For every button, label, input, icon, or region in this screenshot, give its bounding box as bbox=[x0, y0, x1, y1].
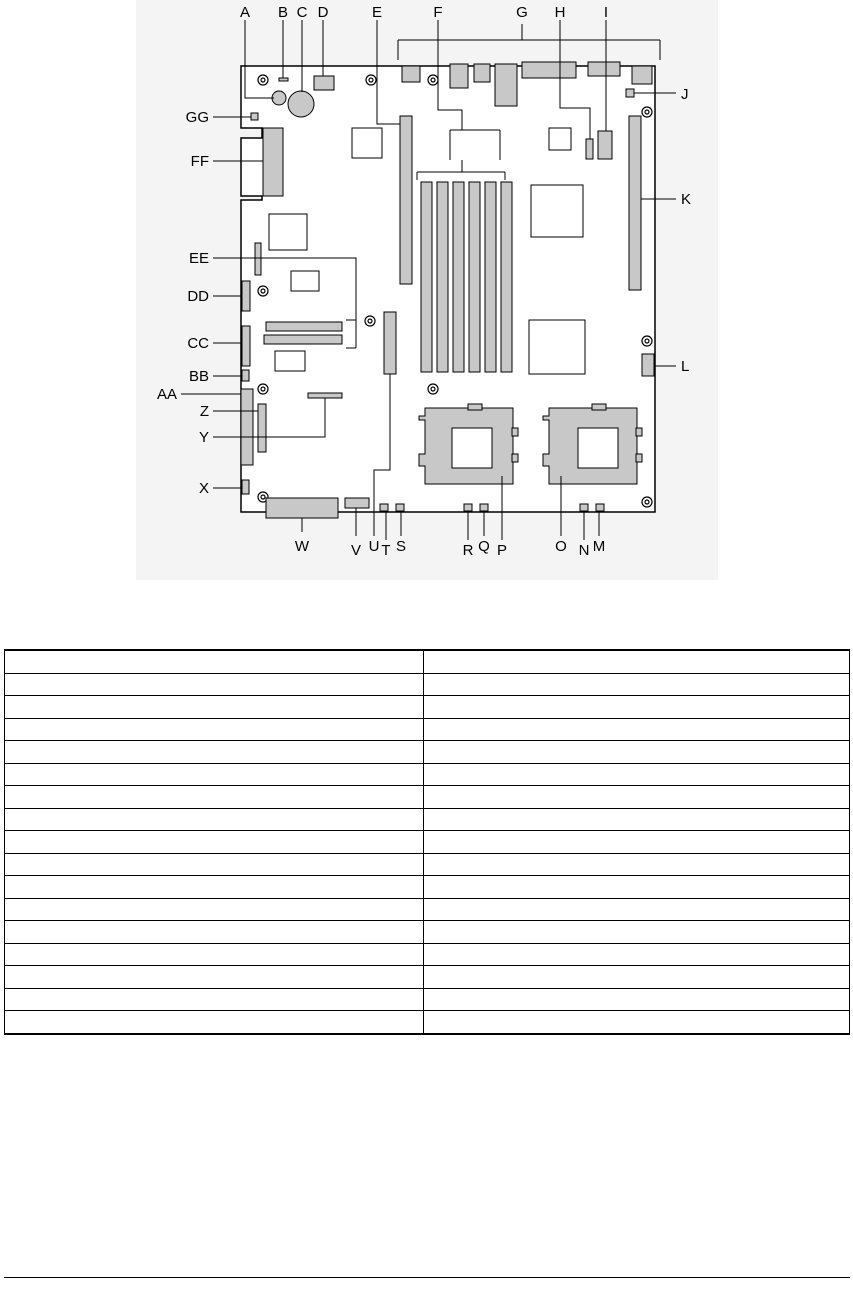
label-dd: DD bbox=[187, 288, 209, 305]
label-aa: AA bbox=[156, 386, 177, 403]
label-gg: GG bbox=[185, 109, 209, 126]
label-i: I bbox=[603, 4, 609, 21]
table-cell-label bbox=[5, 988, 424, 1011]
table-cell-label bbox=[5, 763, 424, 786]
table-cell-description bbox=[424, 718, 850, 741]
table-row bbox=[5, 988, 850, 1011]
label-w: W bbox=[294, 538, 310, 555]
table-cell-description bbox=[424, 808, 850, 831]
table-cell-label bbox=[5, 921, 424, 944]
table-row bbox=[5, 898, 850, 921]
label-x: X bbox=[198, 480, 209, 497]
label-d: D bbox=[317, 4, 329, 21]
label-y: Y bbox=[198, 429, 209, 446]
table-cell-label bbox=[5, 808, 424, 831]
label-s: S bbox=[395, 538, 407, 555]
label-cc: CC bbox=[187, 335, 209, 352]
table-row bbox=[5, 763, 850, 786]
label-q: Q bbox=[478, 538, 490, 555]
table-row bbox=[5, 921, 850, 944]
legend-table-body bbox=[5, 650, 850, 1034]
label-e: E bbox=[371, 4, 383, 21]
table-row bbox=[5, 673, 850, 696]
table-cell-description bbox=[424, 1011, 850, 1034]
label-h: H bbox=[554, 4, 566, 21]
label-a: A bbox=[239, 4, 251, 21]
label-l: L bbox=[681, 358, 690, 375]
table-cell-label bbox=[5, 876, 424, 899]
table-row bbox=[5, 650, 850, 673]
table-row bbox=[5, 966, 850, 989]
label-r: R bbox=[462, 542, 474, 559]
label-bb: BB bbox=[188, 368, 209, 385]
table-cell-description bbox=[424, 696, 850, 719]
table-cell-label bbox=[5, 673, 424, 696]
table-row bbox=[5, 853, 850, 876]
label-b: B bbox=[277, 4, 289, 21]
label-o: O bbox=[555, 538, 567, 555]
table-cell-description bbox=[424, 786, 850, 809]
table-row bbox=[5, 808, 850, 831]
table-cell-label bbox=[5, 718, 424, 741]
label-n: N bbox=[578, 542, 590, 559]
table-cell-label bbox=[5, 853, 424, 876]
table-row bbox=[5, 831, 850, 854]
table-cell-description bbox=[424, 650, 850, 673]
processor-socket-o bbox=[543, 404, 642, 484]
label-p: P bbox=[496, 542, 508, 559]
table-row bbox=[5, 876, 850, 899]
table-row bbox=[5, 696, 850, 719]
table-cell-label bbox=[5, 898, 424, 921]
table-row bbox=[5, 1011, 850, 1034]
processor-socket-p bbox=[419, 404, 518, 484]
table-cell-description bbox=[424, 831, 850, 854]
label-m: M bbox=[592, 538, 606, 555]
component-legend-table bbox=[4, 649, 850, 1035]
label-z: Z bbox=[199, 403, 209, 420]
label-g: G bbox=[516, 4, 528, 21]
table-cell-description bbox=[424, 763, 850, 786]
table-row bbox=[5, 943, 850, 966]
table-cell-description bbox=[424, 673, 850, 696]
label-ff: FF bbox=[190, 153, 209, 170]
table-cell-label bbox=[5, 741, 424, 764]
page-footer-rule bbox=[4, 1277, 850, 1278]
label-f: F bbox=[433, 4, 443, 21]
table-cell-label bbox=[5, 966, 424, 989]
table-cell-label bbox=[5, 650, 424, 673]
label-j: J bbox=[681, 86, 689, 103]
label-k: K bbox=[681, 191, 692, 208]
table-cell-description bbox=[424, 898, 850, 921]
label-ee: EE bbox=[188, 250, 209, 267]
table-cell-description bbox=[424, 921, 850, 944]
table-cell-description bbox=[424, 741, 850, 764]
table-cell-description bbox=[424, 876, 850, 899]
table-cell-label bbox=[5, 696, 424, 719]
table-cell-label bbox=[5, 943, 424, 966]
table-cell-label bbox=[5, 786, 424, 809]
table-cell-label bbox=[5, 1011, 424, 1034]
table-cell-description bbox=[424, 988, 850, 1011]
table-row bbox=[5, 786, 850, 809]
table-row bbox=[5, 718, 850, 741]
label-v: V bbox=[350, 542, 362, 559]
label-t: T bbox=[381, 542, 391, 559]
table-cell-description bbox=[424, 943, 850, 966]
table-cell-description bbox=[424, 853, 850, 876]
table-row bbox=[5, 741, 850, 764]
motherboard-diagram bbox=[0, 0, 853, 640]
table-cell-label bbox=[5, 831, 424, 854]
label-c: C bbox=[296, 4, 308, 21]
label-u: U bbox=[368, 538, 380, 555]
table-cell-description bbox=[424, 966, 850, 989]
